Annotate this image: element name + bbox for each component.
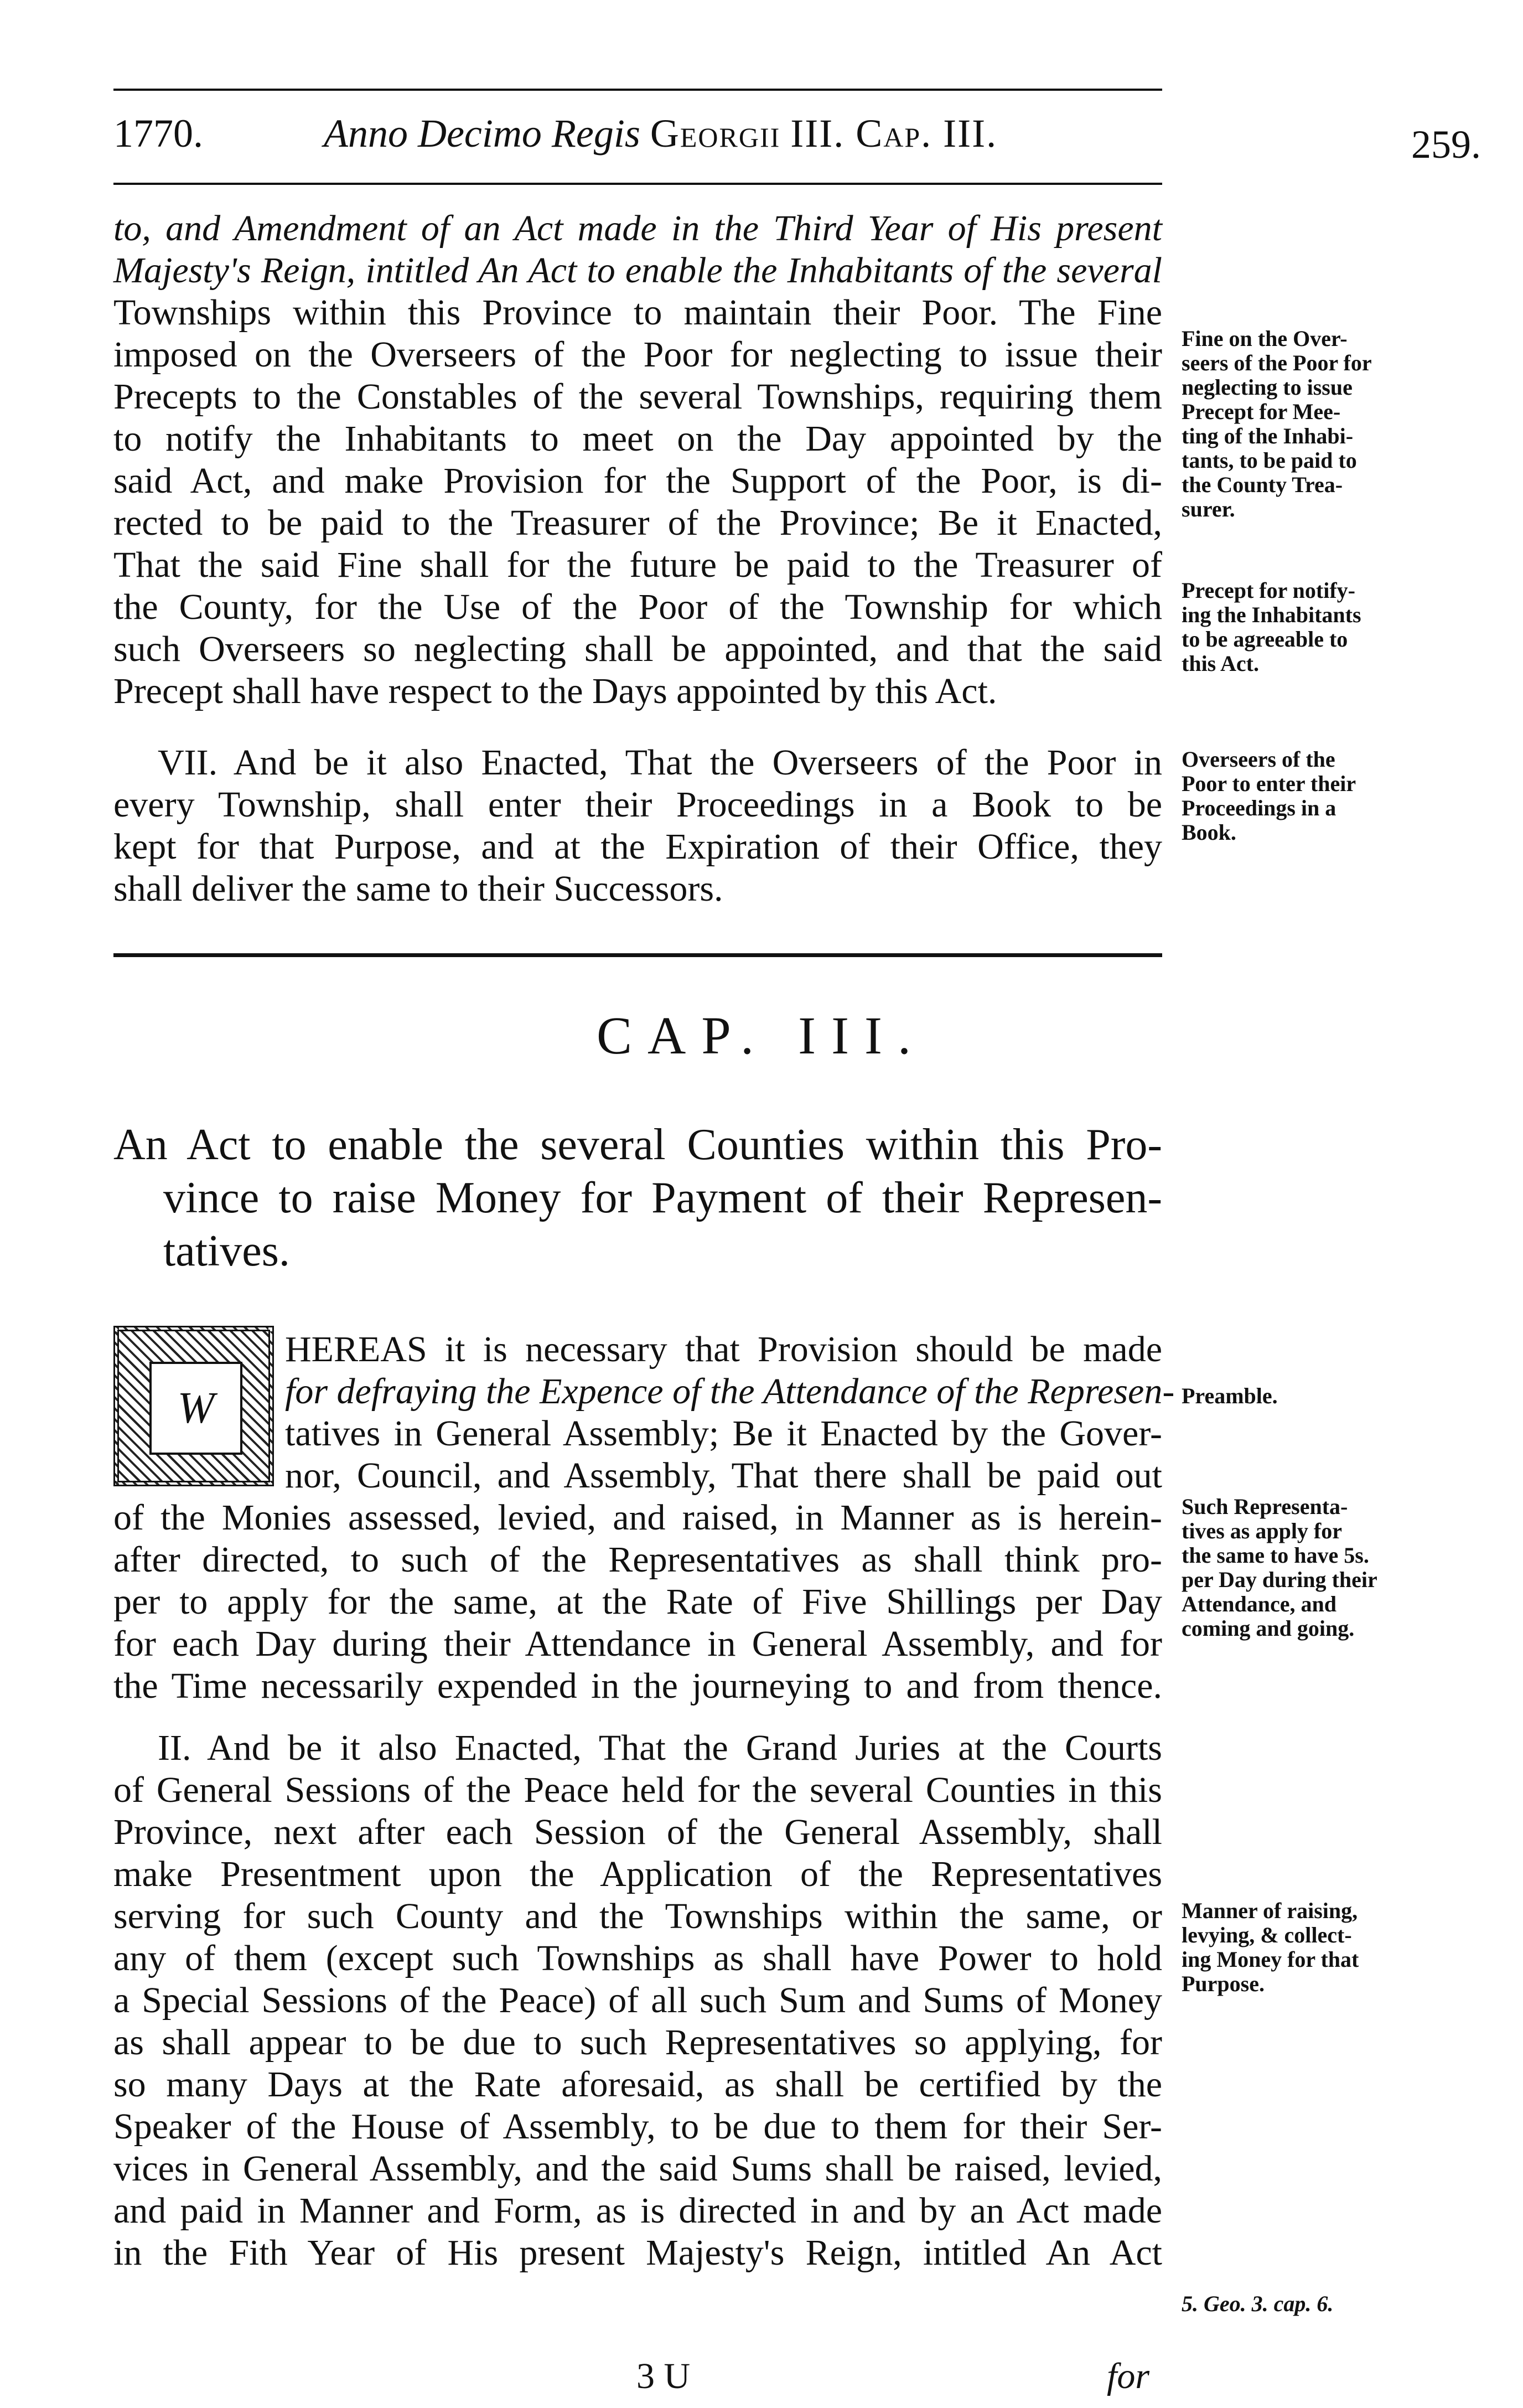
margin-note-line: Manner of raising, <box>1182 1898 1358 1923</box>
text-line: VII. And be it also Enacted, That the Overseers of the Poor in <box>158 742 1162 783</box>
margin-note-line: Such Representa- <box>1182 1494 1348 1519</box>
text-line: in the Fith Year of His present Majesty's Reign, intitled An Act <box>113 2233 1162 2273</box>
text-line: after directed, to such of the Representatives as shall think pro- <box>113 1539 1162 1580</box>
text-line: of General Sessions of the Peace held for the several Counties in this <box>113 1770 1162 1810</box>
text-line: said Act, and make Provision for the Support of the Poor, is di- <box>113 461 1162 501</box>
margin-note-line: tants, to be paid to <box>1182 448 1357 473</box>
margin-note-line: ing the Inhabitants <box>1182 602 1361 627</box>
text-line: such Overseers so neglecting shall be appointed, and that the said <box>113 629 1162 669</box>
text-line: rected to be paid to the Treasurer of the Province; Be it Enacted, <box>113 503 1162 543</box>
preamble-text-top <box>285 1329 1175 1497</box>
act-title-line: tatives. <box>163 1227 290 1275</box>
margin-note-line: Proceedings in a <box>1182 795 1336 820</box>
margin-note-line: coming and going. <box>1182 1616 1355 1641</box>
header-top-rule <box>113 89 1162 91</box>
running-title <box>324 111 998 156</box>
text-line: kept for that Purpose, and at the Expiration of their Office, they <box>113 826 1162 867</box>
margin-note-line: Attendance, and <box>1182 1591 1337 1616</box>
margin-note-representatives <box>1182 1495 1447 1641</box>
margin-note-line: to be agreeable to <box>1182 627 1348 652</box>
text-line: the County, for the Use of the Poor of the Township for which <box>113 587 1162 627</box>
text-line: nor, Council, and Assembly, That there shall be paid out <box>285 1455 1162 1496</box>
text-line: for each Day during their Attendance in General Assembly, and for <box>113 1624 1162 1664</box>
text-line: shall deliver the same to their Successors. <box>113 869 723 909</box>
margin-note-line: Overseers of the <box>1182 747 1335 772</box>
margin-note-line: surer. <box>1182 497 1235 521</box>
margin-note-overseers <box>1182 747 1447 845</box>
text-line: That the said Fine shall for the future be paid to the Treasurer of <box>113 545 1162 585</box>
text-line: any of them (except such Townships as shall have Power to hold <box>113 1938 1162 1978</box>
section-vii <box>113 742 1162 910</box>
margin-note-line: the County Trea- <box>1182 472 1343 497</box>
act-title <box>113 1118 1162 1278</box>
margin-note-line: ting of the Inhabi- <box>1182 423 1354 448</box>
margin-note-line: this Act. <box>1182 651 1259 676</box>
page-number: 259. <box>1411 122 1481 167</box>
margin-note-line: the same to have 5s. <box>1182 1543 1369 1568</box>
margin-note-preamble <box>1182 1384 1447 1408</box>
text-line: and paid in Manner and Form, as is directed in and by an Act made <box>113 2190 1162 2231</box>
text-line: so many Days at the Rate aforesaid, as shall be certified by the <box>113 2064 1162 2105</box>
chapter-heading: CAP. III. <box>596 1006 926 1065</box>
text-line: Speaker of the House of Assembly, to be due to them for their Ser- <box>113 2106 1162 2147</box>
text-line: a Special Sessions of the Peace) of all such Sum and Sums of Money <box>113 1980 1162 2021</box>
margin-note-line: neglecting to issue <box>1182 375 1353 400</box>
text-line: make Presentment upon the Application of the Representatives <box>113 1854 1162 1894</box>
margin-note-line: Fine on the Over- <box>1182 326 1348 351</box>
margin-note-line: Purpose. <box>1182 1971 1265 1996</box>
margin-note-line: per Day during their <box>1182 1567 1377 1592</box>
text-line: as shall appear to be due to such Representatives so applying, for <box>113 2022 1162 2063</box>
margin-note-line: Book. <box>1182 820 1236 845</box>
ornamental-dropcap <box>113 1326 274 1486</box>
margin-note-precept <box>1182 578 1447 676</box>
text-line: serving for such County and the Townships within the same, or <box>113 1896 1162 1936</box>
section-divider <box>113 953 1162 957</box>
text-line: Majesty's Reign, intitled An Act to enable the Inhabitants of the several <box>113 250 1162 291</box>
section-continuation <box>113 208 1162 712</box>
running-title-king: Georgii <box>650 111 781 156</box>
section-ii <box>113 1727 1162 2274</box>
margin-note-line: levying, & collect- <box>1182 1923 1352 1947</box>
text-line: II. And be it also Enacted, That the Grand Juries at the Courts <box>158 1728 1162 1768</box>
dropcap-letter: W <box>149 1362 242 1455</box>
text-line: Precepts to the Constables of the several Townships, requiring them <box>113 376 1162 417</box>
margin-note-line: tives as apply for <box>1182 1518 1342 1543</box>
margin-note-line: Precept for notify- <box>1182 578 1355 603</box>
text-line: tatives in General Assembly; Be it Enacted by the Gover- <box>285 1413 1162 1454</box>
act-title-line: An Act to enable the several Counties within this Pro- <box>113 1120 1162 1169</box>
text-line: every Township, shall enter their Proceedings in a Book to be <box>113 784 1162 825</box>
preamble-text-bottom <box>113 1497 1162 1707</box>
header-year: 1770. <box>113 111 203 156</box>
text-line: Precept shall have respect to the Days appointed by this Act. <box>113 671 997 711</box>
text-line: to, and Amendment of an Act made in the Third Year of His present <box>113 208 1162 249</box>
running-title-italic: Anno Decimo Regis <box>324 111 640 156</box>
text-line: of the Monies assessed, levied, and raised, in Manner as is herein- <box>113 1497 1162 1538</box>
text-line: for defraying the Expence of the Attendance of the Represen- <box>285 1371 1175 1412</box>
text-line: vices in General Assembly, and the said Sums shall be raised, levied, <box>113 2148 1162 2189</box>
act-title-line: vince to raise Money for Payment of their Represen- <box>163 1174 1162 1222</box>
text-line: Province, next after each Session of the General Assembly, shall <box>113 1812 1162 1852</box>
header-bottom-rule <box>113 183 1162 185</box>
text-line: HEREAS it is necessary that Provision should be made <box>285 1329 1162 1370</box>
margin-note-line: ing Money for that <box>1182 1947 1359 1972</box>
margin-note-line: Poor to enter their <box>1182 771 1356 796</box>
text-line: to notify the Inhabitants to meet on the Day appointed by the <box>113 418 1162 459</box>
margin-note-citation <box>1182 2292 1447 2316</box>
catchword: for <box>1107 2356 1150 2396</box>
margin-note-fine <box>1182 327 1447 521</box>
margin-note-manner <box>1182 1899 1447 1996</box>
text-line: Townships within this Province to maintain their Poor. The Fine <box>113 292 1162 333</box>
text-line: per to apply for the same, at the Rate of Five Shillings per Day <box>113 1582 1162 1622</box>
margin-note-line: Preamble. <box>1182 1383 1278 1408</box>
text-line: the Time necessarily expended in the journeying to and from thence. <box>113 1666 1162 1706</box>
running-title-rest: III. Cap. III. <box>790 111 998 156</box>
margin-note-line: Precept for Mee- <box>1182 399 1341 424</box>
margin-note-line: 5. Geo. 3. cap. 6. <box>1182 2291 1334 2316</box>
margin-note-line: seers of the Poor for <box>1182 350 1372 375</box>
text-line: imposed on the Overseers of the Poor for neglecting to issue their <box>113 334 1162 375</box>
signature-mark: 3 U <box>636 2356 691 2396</box>
